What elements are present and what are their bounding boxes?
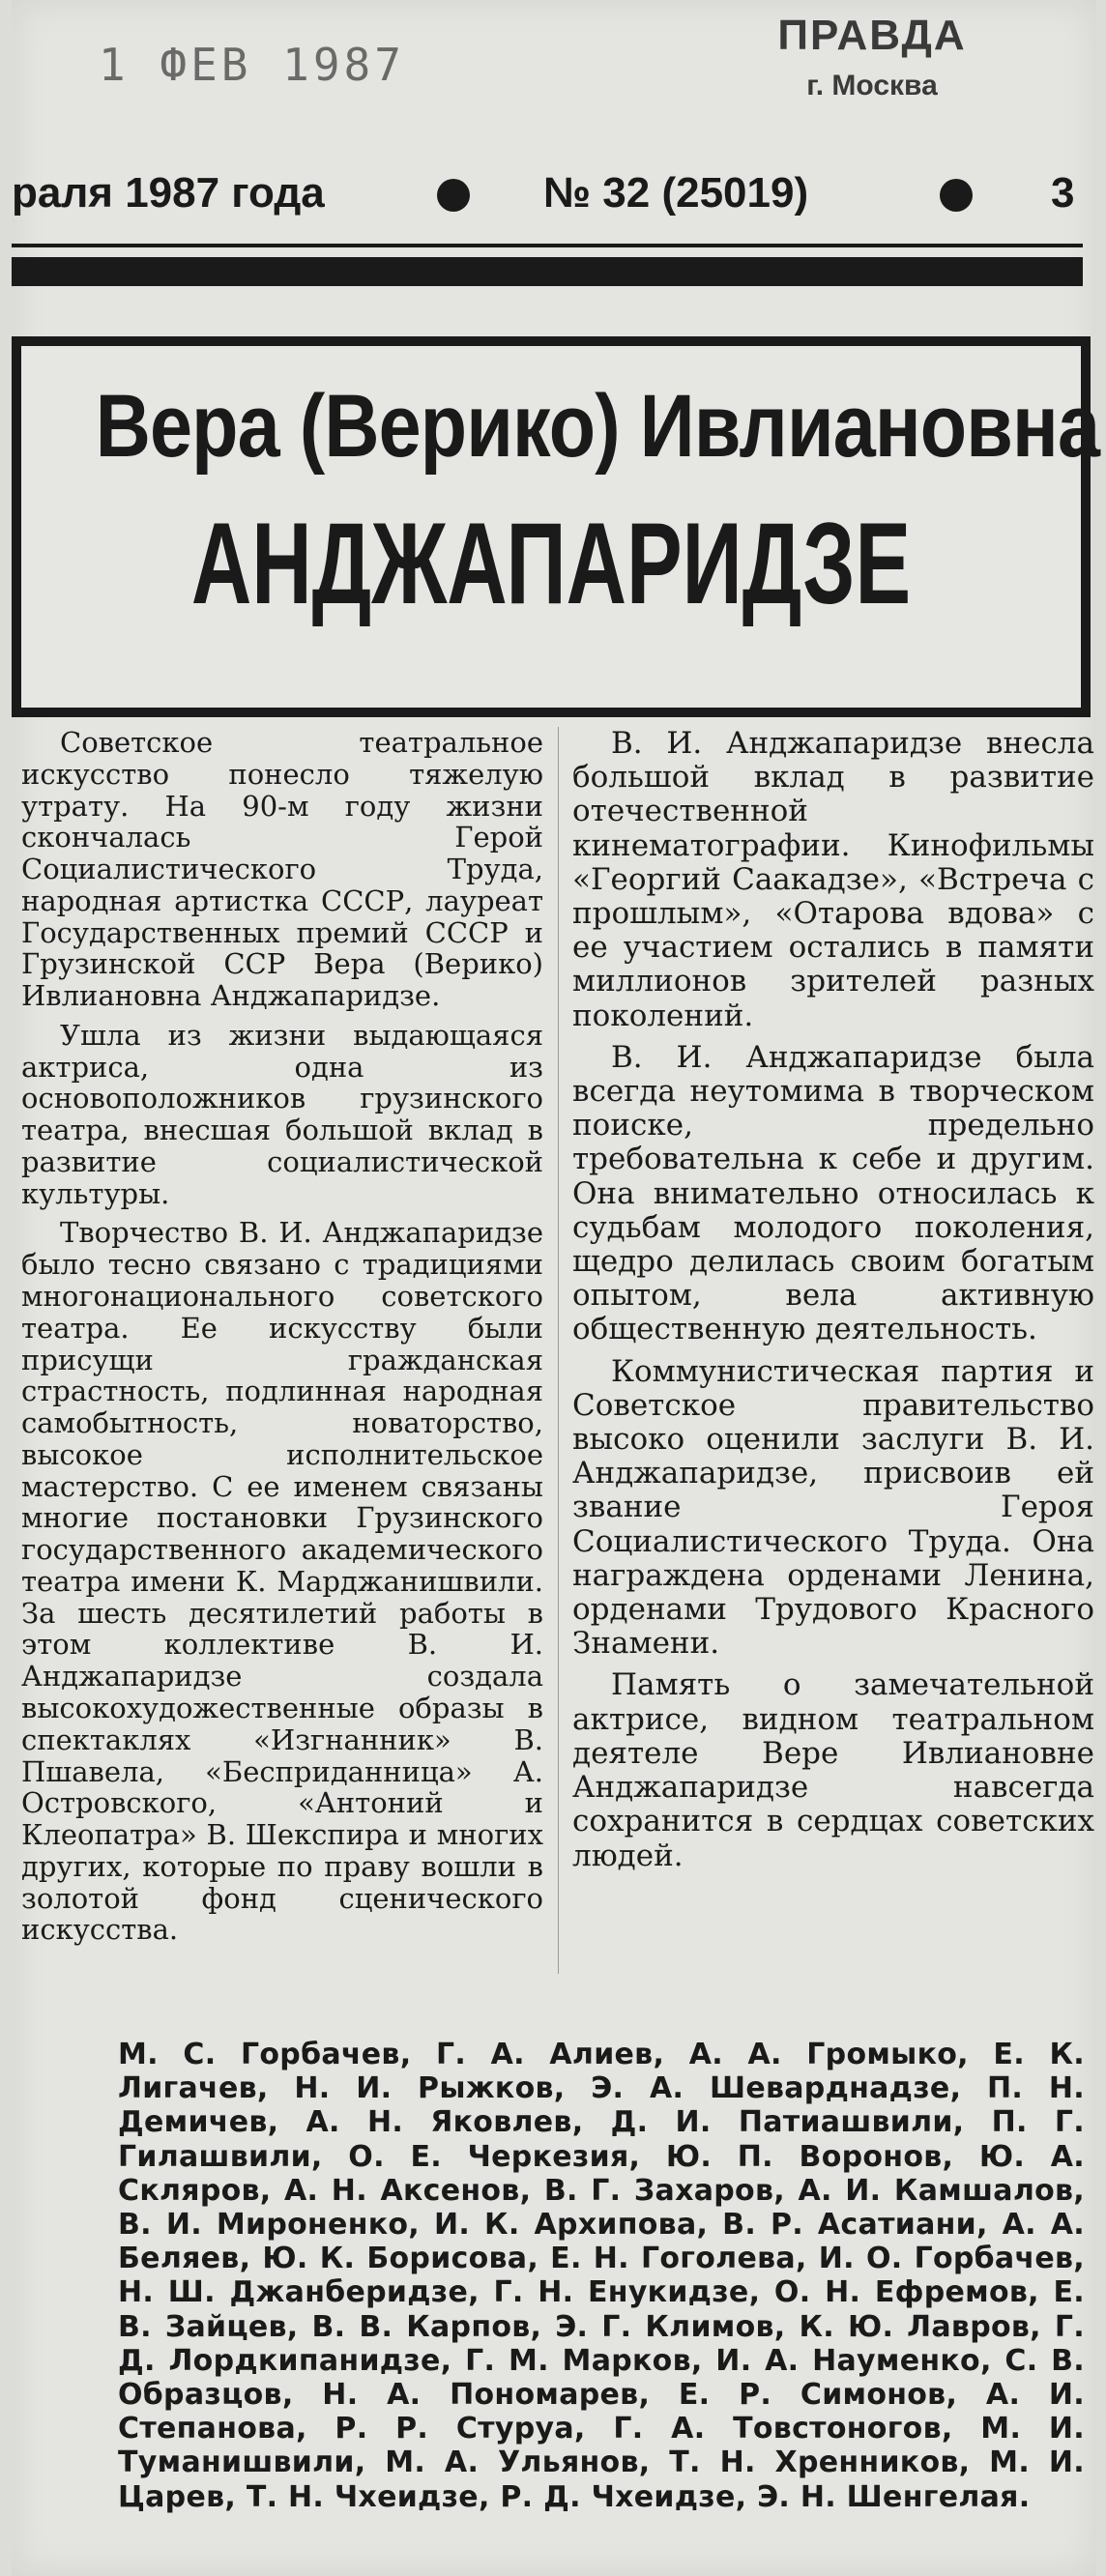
column-divider	[558, 727, 559, 1974]
issue-date: раля 1987 года	[12, 169, 325, 217]
article-paragraph: Творчество В. И. Анджапаридзе было тесно связано с традициями многонационального советского театра. Ее искусству были присущи гражданская страстность, подлинная народная самобытность, новаторство, высокое исполнительское мастерство. С ее именем связаны многие постановки Грузинского государственного академического театра имени К. Марджанишвили. За шесть десятилетий работы в этом коллективе В. И. Анджапаридзе создала высокохудожественные образы в спектаклях «Изгнанник» В. Пшавела, «Бесприданница» А. Островского, «Антоний и Клеопатра» В. Шекспира и многих других, которые по праву вошли в золотой фонд сценического искусства.	[21, 1216, 543, 1947]
page-number: 3	[1051, 169, 1075, 217]
article-column-left	[21, 727, 543, 1954]
obituary-title-box	[12, 336, 1100, 717]
bullet-icon	[437, 179, 470, 212]
masthead-name: ПРАВДА	[777, 12, 967, 59]
signatories-list: М. С. Горбачев, Г. А. Алиев, А. А. Громыко, Е. К. Лигачев, Н. И. Рыжков, Э. А. Шеварднадзе, П. Н. Демичев, А. Н. Яковлев, Д. И. Патиашвили, П. Г. Гилашвили, О. Е. Черкезия, Ю. П. Воронов, Ю. А. Скляров, А. Н. Аксенов, В. Г. Захаров, А. И. Камшалов, В. И. Мироненко, И. К. Архипова, В. Р. Асатиани, А. А. Беляев, Ю. К. Борисова, Е. Н. Гоголева, И. О. Горбачев, Н. Ш. Джанберидзе, Г. Н. Енукидзе, О. Н. Ефремов, Е. В. Зайцев, В. В. Карпов, Э. Г. Климов, К. Ю. Лавров, Г. Д. Лордкипанидзе, Г. М. Марков, И. А. Науменко, С. В. Образцов, Н. А. Пономарев, Е. Р. Симонов, А. И. Степанова, Р. Р. Стуруа, Г. А. Товстоногов, М. И. Туманишвили, М. А. Ульянов, Т. Н. Хренников, М. И. Царев, Т. Н. Чхеидзе, Р. Д. Чхеидзе, Э. Н. Шенгелая.	[118, 2038, 1085, 2514]
header-rule-thin	[12, 244, 1083, 247]
article-paragraph: Ушла из жизни выдающаяся актриса, одна из основоположников грузинского театра, внесшая большой вклад в развитие социалистической культуры.	[21, 1018, 543, 1210]
bullet-icon	[940, 179, 973, 212]
issue-number: № 32 (25019)	[543, 169, 809, 217]
article-paragraph: Память о замечательной актрисе, видном театральном деятеле Вере Ивлиановне Анджапаридзе навсегда сохранится в сердцах советских людей.	[572, 1667, 1094, 1873]
newspaper-page	[12, 0, 1100, 2576]
issue-header	[12, 169, 1096, 227]
date-stamp: 1 ФЕВ 1987	[99, 39, 405, 91]
masthead-city: г. Москва	[806, 70, 938, 101]
title-name: Вера (Верико) Ивлиановна	[95, 377, 1100, 476]
article-paragraph: В. И. Анджапаридзе внесла большой вклад в развитие отечественной кинематографии. Кинофильмы «Георгий Саакадзе», «Встреча с прошлым», «Отарова вдова» с ее участием остались в памяти миллионов зрителей разных поколений.	[572, 726, 1094, 1033]
header-rule-thick	[12, 257, 1083, 286]
article-column-right	[572, 727, 1094, 1881]
article-paragraph: Коммунистическая партия и Советское правительство высоко оценили заслуги В. И. Анджапаридзе, присвоив ей звание Героя Социалистического Труда. Она награждена орденами Ленина, орденами Трудового Красного Знамени.	[572, 1353, 1094, 1662]
article-paragraph: В. И. Анджапаридзе была всегда неутомима в творческом поиске, предельно требовательна к себе и другим. Она внимательно относилась к судьбам молодого поколения, щедро делилась своим богатым опытом, вела активную общественную деятельность.	[572, 1039, 1094, 1347]
title-surname: АНДЖАПАРИДЗЕ	[190, 499, 912, 628]
article-paragraph: Советское театральное искусство понесло тяжелую утрату. На 90-м году жизни скончалась Герой Социалистического Труда, народная артистка СССР, лауреат Государственных премий СССР и Грузинской ССР Вера (Верико) Ивлиановна Анджапаридзе.	[21, 726, 543, 1013]
